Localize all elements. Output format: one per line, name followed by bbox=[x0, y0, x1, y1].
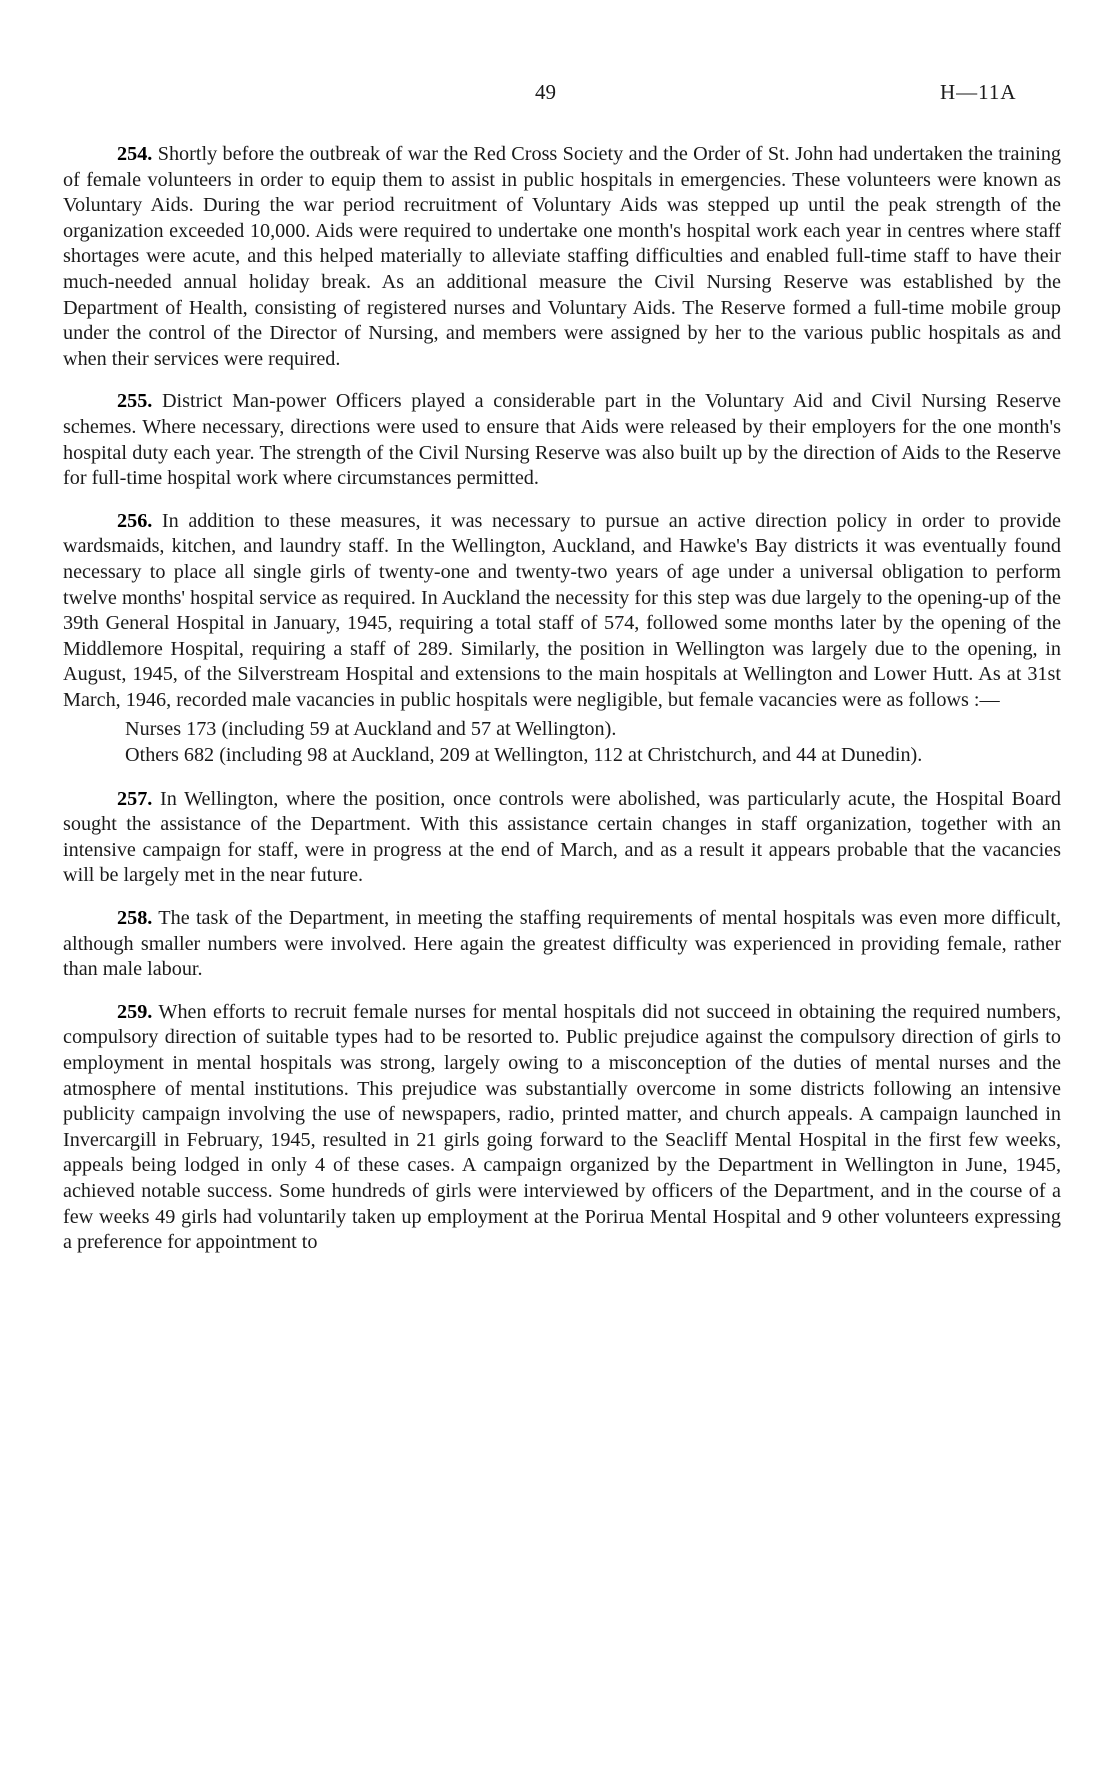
paragraph-text: District Man-power Officers played a considerable part in the Voluntary Aid and Civil Nursing Reserve schemes. Where necessary, directions were used to ensure that Aids were released by their employers for the one month's hospital duty each year. The strength of the Civil Nursing Reserve was also built up by the direction of Aids to the Reserve for full-time hospital work where circumstances permitted. bbox=[63, 390, 1062, 490]
paragraph-number: 256. bbox=[117, 509, 153, 532]
page-number: 49 bbox=[535, 80, 556, 104]
paragraph-text: When efforts to recruit female nurses for mental hospitals did not succeed in obtaining the required numbers, compulsory direction of suitable types had to be resorted to. Public prejudice against the compulsory direction of girls to employment in mental hospitals was strong, largely owing to a misconception of the duties of mental nurses and the atmosphere of mental institutions. This prejudice was substantially overcome in some districts following an intensive publicity campaign involving the use of newspapers, radio, printed matter, and church appeals. A campaign launched in Invercargill in February, 1945, resulted in 21 girls going forward to the Seacliff Mental Hospital in the first few weeks, appeals being lodged in only 4 of these cases. A campaign organized by the Department in Wellington in June, 1945, achieved notable success. Some hundreds of girls were interviewed by officers of the Department, and in the course of a few weeks 49 girls had voluntarily taken up employment at the Porirua Mental Hospital and 9 other volunteers expressing a preference for appointment to bbox=[63, 1000, 1061, 1254]
paragraph-258 bbox=[63, 906, 1061, 983]
paragraph-number: 258. bbox=[117, 907, 153, 930]
paragraph-255 bbox=[63, 389, 1061, 491]
document-body bbox=[63, 142, 1061, 1273]
vacancies-list bbox=[63, 717, 1061, 768]
paragraph-number: 259. bbox=[117, 1000, 153, 1023]
paragraph-text: In Wellington, where the position, once controls were abolished, was particularly acute, the Hospital Board sought the assistance of the Department. With this assistance certain changes in staff organization, together with an intensive campaign for staff, were in progress at the end of March, and as a result it appears probable that the vacancies will be largely met in the near future. bbox=[63, 787, 1062, 887]
paragraph-259 bbox=[63, 1000, 1061, 1256]
paragraph-text: Shortly before the outbreak of war the Red Cross Society and the Order of St. John had undertaken the training of female volunteers in order to equip them to assist in public hospitals in emergencies. These volunteers were known as Voluntary Aids. During the war period recruitment of Voluntary Aids was stepped up until the peak strength of the organization exceeded 10,000. Aids were required to undertake one month's hospital work each year in centres where staff shortages were acute, and this helped materially to alleviate staffing difficulties and enabled full-time staff to have their much-needed annual holiday break. As an additional measure the Civil Nursing Reserve was established by the Department of Health, consisting of registered nurses and Voluntary Aids. The Reserve formed a full-time mobile group under the control of the Director of Nursing, and members were assigned by her to the various public hospitals as and when their services were required. bbox=[63, 143, 1062, 370]
paragraph-text: In addition to these measures, it was necessary to pursue an active direction policy in order to provide wardsmaids, kitchen, and laundry staff. In the Wellington, Auckland, and Hawke's Bay districts it was eventually found necessary to place all single girls of twenty-one and twenty-two years of age under a universal obligation to perform twelve months' hospital service as required. In Auckland the necessity for this step was due largely to the opening-up of the 39th General Hospital in January, 1945, requiring a total staff of 574, followed some months later by the opening of the Middlemore Hospital, requiring a staff of 289. Similarly, the position in Wellington was largely due to the opening, in August, 1945, of the Silverstream Hospital and extensions to the main hospitals at Wellington and Lower Hutt. As at 31st March, 1946, recorded male vacancies in public hospitals were negligible, but female vacancies were as follows :— bbox=[63, 509, 1061, 711]
paragraph-number: 254. bbox=[117, 143, 153, 165]
paragraph-257 bbox=[63, 787, 1061, 889]
paragraph-256 bbox=[63, 509, 1061, 714]
vacancy-nurses: Nurses 173 (including 59 at Auckland and 57 at Wellington). bbox=[125, 718, 617, 741]
paragraph-number: 255. bbox=[117, 390, 153, 413]
page-header bbox=[0, 80, 1114, 110]
document-reference: H—11A bbox=[940, 80, 1017, 104]
vacancy-others: Others 682 (including 98 at Auckland, 209 at Wellington, 112 at Christchurch, and 44 at Dunedin). bbox=[125, 744, 923, 767]
paragraph-254 bbox=[63, 142, 1061, 372]
paragraph-text: The task of the Department, in meeting the staffing requirements of mental hospitals was even more difficult, although smaller numbers were involved. Here again the greatest difficulty was experienced in providing female, rather than male labour. bbox=[63, 907, 1061, 981]
paragraph-number: 257. bbox=[117, 787, 153, 810]
